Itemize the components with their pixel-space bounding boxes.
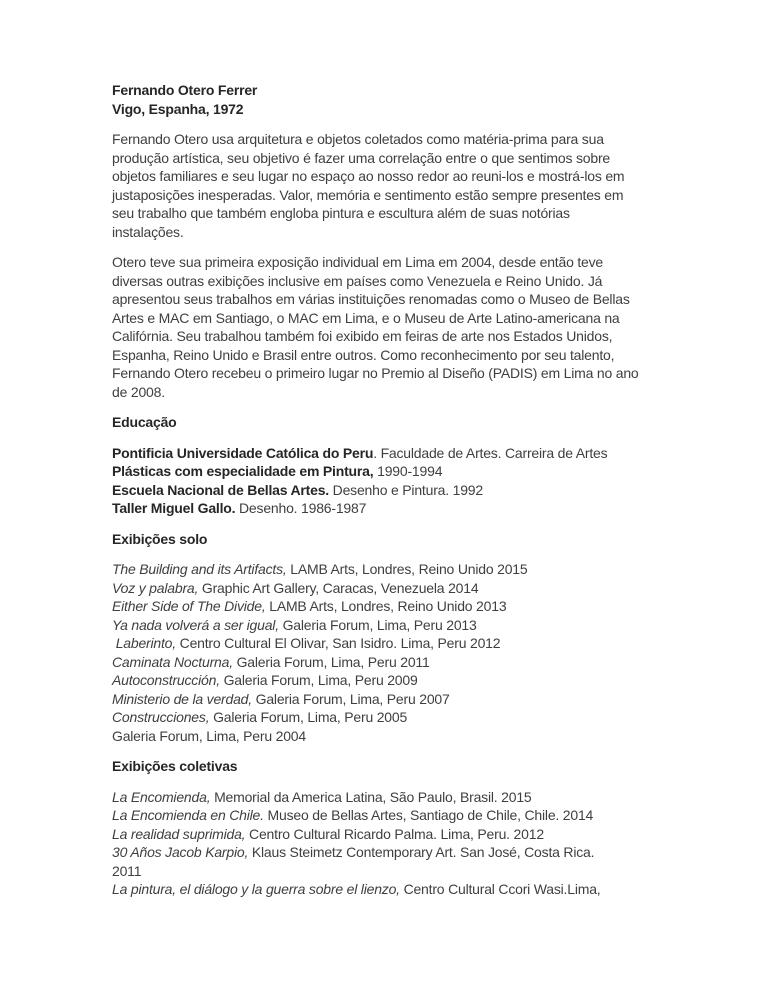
text-line (112, 653, 674, 672)
text-run: Centro Cultural Ricardo Palma. Lima, Peru. 2012 (245, 825, 544, 842)
italic-title-run: La realidad suprimida, (112, 825, 246, 842)
italic-title-run: La Encomienda, (112, 788, 211, 805)
text-run: Desenho. 1986-1987 (235, 500, 367, 516)
text-line (112, 862, 674, 881)
text-run: apresentou seus trabalhos em várias instituições renomadas como o Museo de Bellas (112, 291, 630, 307)
text-line (112, 149, 674, 168)
education-list (112, 444, 674, 518)
text-run: Otero teve sua primeira exposição individual em Lima em 2004, desde então teve (112, 254, 604, 270)
section-heading-education: Educação (112, 414, 177, 430)
bio-paragraph-1 (112, 130, 674, 241)
italic-title-run: 30 Años Jacob Karpio, (112, 844, 249, 860)
text-line (112, 462, 674, 481)
text-line (112, 616, 674, 635)
text-line (112, 499, 674, 518)
text-run: Fernando Otero usa arquitetura e objetos coletados como matéria-prima para sua (112, 131, 604, 147)
text-line (112, 290, 674, 309)
section-heading-solo-exhibitions: Exibições solo (112, 530, 208, 547)
italic-title-run: La pintura, el diálogo y la guerra sobre el lienzo, (112, 881, 400, 897)
text-run: produção artística, seu objetivo é fazer uma correlação entre o que sentimos sobre (112, 149, 610, 166)
text-run: justaposições inesperadas. Valor, memória e sentimento estão sempre presentes em (112, 186, 624, 203)
text-line (112, 806, 674, 825)
text-line (112, 825, 674, 844)
text-line (112, 843, 674, 862)
text-run: Galeria Forum, Lima, Peru 2009 (219, 672, 418, 688)
solo-exhibitions-list (112, 560, 674, 745)
text-run: Galeria Forum, Lima, Peru 2005 (209, 709, 408, 725)
italic-title-run: La Encomienda en Chile. (112, 807, 264, 823)
text-run: Memorial da America Latina, São Paulo, Brasil. 2015 (210, 788, 532, 805)
text-run: Califórnia. Seu trabalhou também foi exibido em feiras de arte nos Estados Unidos, (112, 328, 613, 344)
text-line (112, 130, 674, 149)
text-run: instalações. (112, 223, 184, 240)
text-run: 2011 (112, 862, 142, 879)
italic-title-run: The Building and its Artifacts, (112, 561, 287, 577)
text-run: Centro Cultural El Olivar, San Isidro. Lima, Peru 2012 (175, 635, 501, 651)
text-line (112, 253, 674, 272)
text-line (112, 481, 674, 500)
text-line (112, 597, 674, 616)
document-content (112, 81, 674, 899)
text-run: Graphic Art Gallery, Caracas, Venezuela 2014 (198, 579, 479, 596)
italic-title-run: Laberinto, (112, 635, 176, 651)
text-line (112, 364, 674, 383)
text-run: Artes e MAC em Santiago, o MAC em Lima, e o Museu de Arte Latino-americana na (112, 309, 620, 326)
text-line (112, 223, 674, 242)
bio-paragraph-2 (112, 253, 674, 401)
text-line (112, 272, 674, 291)
text-run: LAMB Arts, Londres, Reino Unido 2013 (265, 598, 507, 614)
bold-text-run: Taller Miguel Gallo. (112, 500, 236, 516)
text-line (112, 690, 674, 709)
italic-title-run: Caminata Nocturna, (112, 653, 233, 670)
text-run: diversas outras exibições inclusive em países como Venezuela e Reino Unido. Já (112, 272, 603, 289)
text-line (112, 727, 674, 746)
italic-title-run: Voz y palabra, (112, 579, 199, 596)
text-run: Fernando Otero recebeu o primeiro lugar no Premio al Diseño (PADIS) em Lima no ano (112, 365, 639, 381)
text-line (112, 579, 674, 598)
text-line (112, 327, 674, 346)
text-run: de 2008. (112, 383, 165, 400)
text-run: Espanha, Reino Unido e Brasil entre outros. Como reconhecimento por seu talento, (112, 346, 615, 363)
section-heading-group-exhibitions: Exibições coletivas (112, 758, 238, 774)
italic-title-run: Ministerio de la verdad, (112, 690, 252, 707)
bold-text-run: Pontificia Universidade Católica do Peru (112, 444, 374, 461)
text-line (112, 167, 674, 186)
text-run: Galeria Forum, Lima, Peru 2004 (112, 727, 306, 744)
artist-name: Fernando Otero Ferrer (112, 82, 258, 98)
group-exhibitions-list (112, 788, 674, 899)
text-run: Galeria Forum, Lima, Peru 2013 (278, 616, 477, 633)
bold-text-run: Plásticas com especialidade em Pintura, (112, 463, 374, 479)
text-run: Galeria Forum, Lima, Peru 2007 (251, 690, 450, 707)
text-line (112, 346, 674, 365)
text-line (112, 880, 674, 899)
text-line (112, 309, 674, 328)
text-run: LAMB Arts, Londres, Reino Unido 2015 (286, 561, 528, 577)
text-run: . Faculdade de Artes. Carreira de Artes (373, 444, 608, 461)
text-line (112, 634, 674, 653)
italic-title-run: Autoconstrucción, (112, 672, 220, 688)
text-run: Centro Cultural Ccori Wasi.Lima, (399, 881, 601, 897)
text-line (112, 671, 674, 690)
bold-text-run: Escuela Nacional de Bellas Artes. (112, 481, 329, 498)
text-run: Museo de Bellas Artes, Santiago de Chile, Chile. 2014 (263, 807, 594, 823)
text-run: objetos familiares e seu lugar no espaço ao nosso redor ao reuni-los e mostrá-los em (112, 168, 625, 184)
text-run: Klaus Steimetz Contemporary Art. San José, Costa Rica. (248, 844, 595, 860)
text-run: Galeria Forum, Lima, Peru 2011 (232, 653, 430, 670)
header-block (112, 81, 674, 118)
text-line (112, 708, 674, 727)
italic-title-run: Construcciones, (112, 709, 210, 725)
text-line (112, 444, 674, 463)
text-line (112, 788, 674, 807)
text-line (112, 204, 674, 223)
text-run: 1990-1994 (373, 463, 443, 479)
text-line (112, 383, 674, 402)
text-line (112, 186, 674, 205)
text-run: Desenho e Pintura. 1992 (328, 481, 483, 498)
artist-birthplace: Vigo, Espanha, 1972 (112, 100, 244, 117)
text-line (112, 560, 674, 579)
italic-title-run: Either Side of The Divide, (112, 598, 266, 614)
text-run: seu trabalho que também engloba pintura e escultura além de suas notórias (112, 205, 570, 221)
italic-title-run: Ya nada volverá a ser igual, (112, 616, 279, 633)
